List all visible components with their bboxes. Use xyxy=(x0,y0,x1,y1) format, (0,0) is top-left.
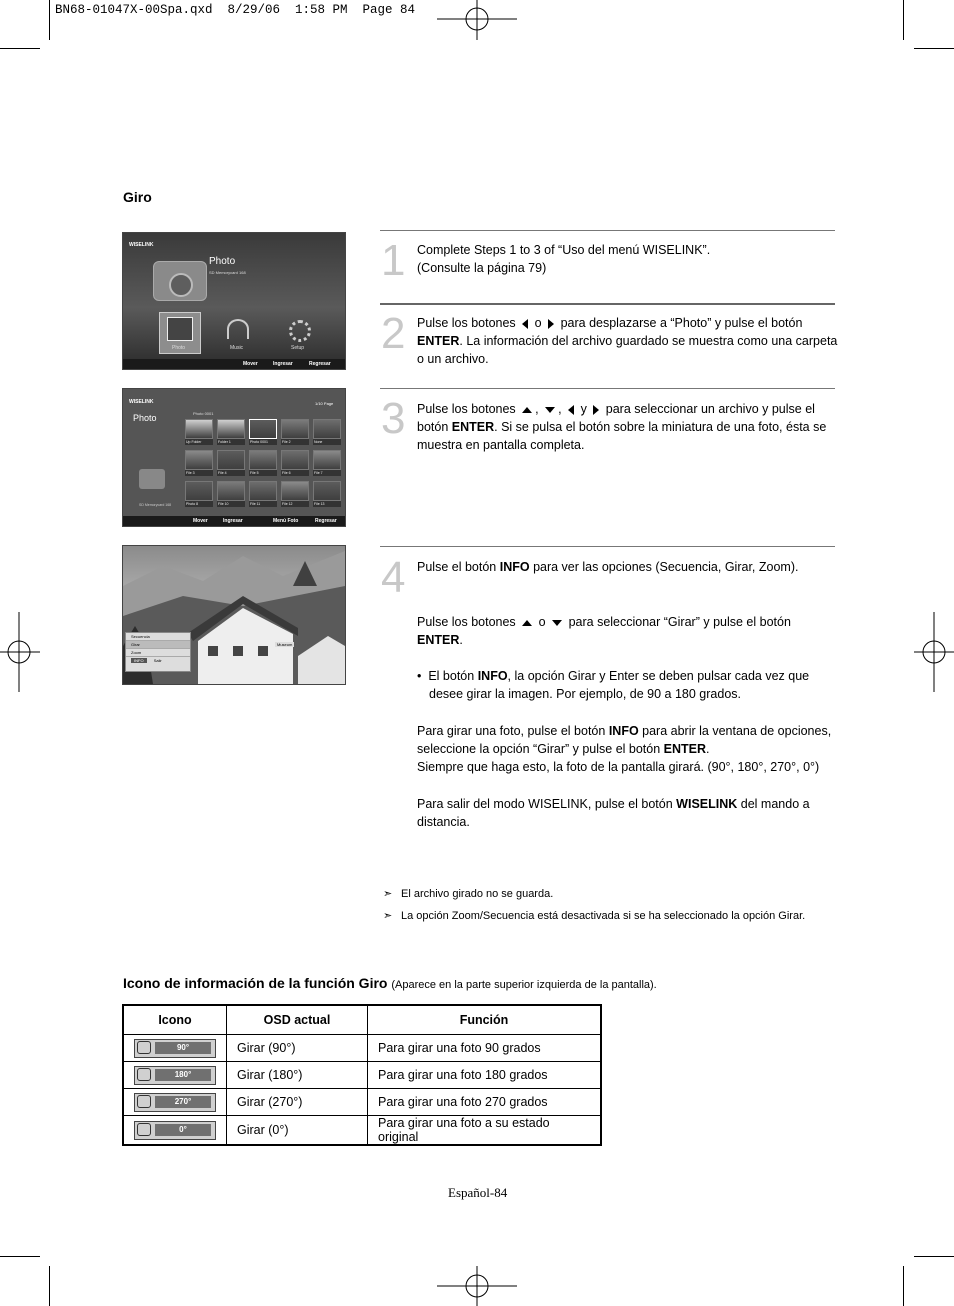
thumbnail-label: File 13 xyxy=(313,501,341,507)
table-row: 270° Girar (270°) Para girar una foto 270 grados xyxy=(123,1089,601,1116)
thumbnail xyxy=(313,481,341,508)
right-arrow-icon xyxy=(593,405,599,415)
page-number: Español-84 xyxy=(448,1185,508,1200)
thumbnail xyxy=(249,450,277,477)
step-4-para-5: Para salir del modo WISELINK, pulse el botón WISELINK del mando a distancia. xyxy=(417,797,810,829)
table-row: 0° Girar (0°) Para girar una foto a su estado original xyxy=(123,1116,601,1146)
menu-title: Photo xyxy=(209,256,236,267)
brand-logo: WISELINK xyxy=(129,399,154,405)
step-4-para-1: Pulse el botón INFO para ver las opciones (Secuencia, Girar, Zoom). xyxy=(417,560,799,574)
thumbnail-label: File 11 xyxy=(249,501,277,507)
registration-mark-top xyxy=(437,0,517,40)
footer-bar: Mover Ingresar Menú Foto Regresar xyxy=(123,516,345,526)
option-secuencia: Secuencia xyxy=(126,633,190,641)
thumbnail-label: Photo 0001 xyxy=(249,439,277,445)
col-header-osd: OSD actual xyxy=(227,1005,368,1035)
footer-bar: Mover Ingresar Regresar xyxy=(123,359,345,369)
thumbnail xyxy=(249,419,277,446)
thumbnail-label: Up Folder xyxy=(185,439,213,445)
step-3-text: Pulse los botones , , y para seleccionar un archivo y pulse el botón ENTER. Si se pulsa el botón sobre la miniatura de una foto, ésta se muestra en pantalla completa. xyxy=(417,402,827,452)
step-4-number: 4 xyxy=(381,553,406,602)
brand-logo: WISELINK xyxy=(129,242,154,248)
thumbnail-label: File 3 xyxy=(185,470,213,476)
menu-item-music: Music xyxy=(230,345,244,351)
thumbnail-label: None xyxy=(313,439,341,445)
thumbnail-label: File 7 xyxy=(313,470,341,476)
photo-menu-screenshot xyxy=(122,232,346,370)
note-2: ➣ La opción Zoom/Secuencia está desactivada si se ha seleccionado la opción Girar. xyxy=(383,910,806,922)
thumbnail-label: Folder 1 xyxy=(217,439,245,445)
step-2-text: Pulse los botones o para desplazarse a “Photo” y pulse el botón ENTER. La información del archivo guardado se muestra como una carpeta o un archivo. xyxy=(417,316,838,366)
thumbnail-label: Photo 8 xyxy=(185,501,213,507)
step-4-para-3: Para girar una foto, pulse el botón INFO para abrir la ventana de opciones, seleccione la opción “Girar” y pulse el botón ENTER. xyxy=(417,724,832,756)
up-arrow-icon xyxy=(522,407,532,413)
option-zoom: Zoom xyxy=(126,649,190,657)
file-browser-screenshot xyxy=(122,388,346,527)
thumbnail xyxy=(185,419,213,446)
camera-graphic xyxy=(139,469,165,489)
step-3-rule xyxy=(380,388,835,389)
sd-label: SD Memorycard 168 xyxy=(139,503,172,507)
table-row: 180° Girar (180°) Para girar una foto 180 grados xyxy=(123,1062,601,1089)
photo-icon xyxy=(167,317,193,341)
note-1: ➣ El archivo girado no se guarda. xyxy=(383,888,554,900)
thumbnail xyxy=(185,481,213,508)
step-4-para-2: Pulse los botones o para seleccionar “Girar” y pulse el botón ENTER. xyxy=(417,615,791,647)
thumbnail xyxy=(281,481,309,508)
step-1-number: 1 xyxy=(381,236,406,285)
down-arrow-icon xyxy=(545,407,555,413)
folder-label: Photo 0001 xyxy=(193,411,214,416)
thumbnail xyxy=(313,419,341,446)
left-arrow-icon xyxy=(568,405,574,415)
menu-subtitle: SD Memorycard 168 xyxy=(209,270,246,275)
setup-icon xyxy=(289,320,311,342)
thumbnail xyxy=(249,481,277,508)
thumbnail-label: File 10 xyxy=(217,501,245,507)
options-menu-screenshot xyxy=(122,545,346,685)
left-arrow-icon xyxy=(522,319,528,329)
thumbnail-label: File 2 xyxy=(281,439,309,445)
table-row: 90° Girar (90°) Para girar una foto 90 grados xyxy=(123,1035,601,1062)
page-indicator: 1/10 Page xyxy=(315,401,334,406)
registration-mark-left xyxy=(0,612,40,692)
thumbnail-label: File 12 xyxy=(281,501,309,507)
col-header-icono: Icono xyxy=(123,1005,227,1035)
step-4-rule xyxy=(380,546,835,547)
note-arrow-icon: ➣ xyxy=(383,910,393,922)
rotation-icon-table xyxy=(122,1004,602,1146)
thumbnail xyxy=(281,450,309,477)
browser-title: Photo xyxy=(133,413,157,423)
options-popup xyxy=(125,632,191,672)
info-badge: INFO xyxy=(131,658,147,663)
thumbnail-grid xyxy=(185,419,343,511)
step-4-para-4: Siempre que haga esto, la foto de la pantalla girará. (90°, 180°, 270°, 0°) xyxy=(417,760,820,774)
exit-label: Salir xyxy=(153,658,162,663)
thumbnail xyxy=(281,419,309,446)
note-arrow-icon: ➣ xyxy=(383,888,393,900)
registration-mark-bottom xyxy=(437,1266,517,1306)
music-icon xyxy=(227,319,249,339)
thumbnail xyxy=(217,450,245,477)
option-girar: Girar xyxy=(126,641,190,649)
thumbnail-label: File 5 xyxy=(249,470,277,476)
registration-mark-right xyxy=(914,612,954,692)
thumbnail xyxy=(313,450,341,477)
step-3-number: 3 xyxy=(381,394,406,443)
thumbnail xyxy=(217,419,245,446)
section-title: Giro xyxy=(123,189,152,205)
museum-sign: Museum xyxy=(277,642,293,647)
rotate-icon: 0° xyxy=(134,1121,216,1140)
thumbnail-label: File 6 xyxy=(281,470,309,476)
step-1-text: Complete Steps 1 to 3 of “Uso del menú WISELINK”. (Consulte la página 79) xyxy=(417,243,711,275)
right-arrow-icon xyxy=(548,319,554,329)
down-arrow-icon xyxy=(552,620,562,626)
menu-item-photo: Photo xyxy=(172,345,186,351)
step-4-bullet: • El botón INFO, la opción Girar y Enter se deben pulsar cada vez que desee girar la imagen. Por ejemplo, de 90 a 180 grados. xyxy=(417,669,810,701)
table-header-row xyxy=(123,1005,601,1035)
up-arrow-icon xyxy=(522,620,532,626)
step-2-number: 2 xyxy=(381,309,406,358)
icon-section-title: Icono de información de la función Giro (Aparece en la parte superior izquierda de la pantalla). xyxy=(123,975,657,991)
print-header: BN68-01047X-00Spa.qxd 8/29/06 1:58 PM Page 84 xyxy=(55,3,416,17)
menu-item-setup: Setup xyxy=(291,345,305,351)
thumbnail xyxy=(185,450,213,477)
step-1-rule xyxy=(380,230,835,231)
rotate-icon: 90° xyxy=(134,1039,216,1058)
option-exit xyxy=(126,657,190,664)
thumbnail-label: File 4 xyxy=(217,470,245,476)
col-header-funcion: Función xyxy=(368,1005,602,1035)
rotate-icon: 180° xyxy=(134,1066,216,1085)
rotate-icon: 270° xyxy=(134,1093,216,1112)
thumbnail xyxy=(217,481,245,508)
step-2-rule xyxy=(380,303,835,305)
